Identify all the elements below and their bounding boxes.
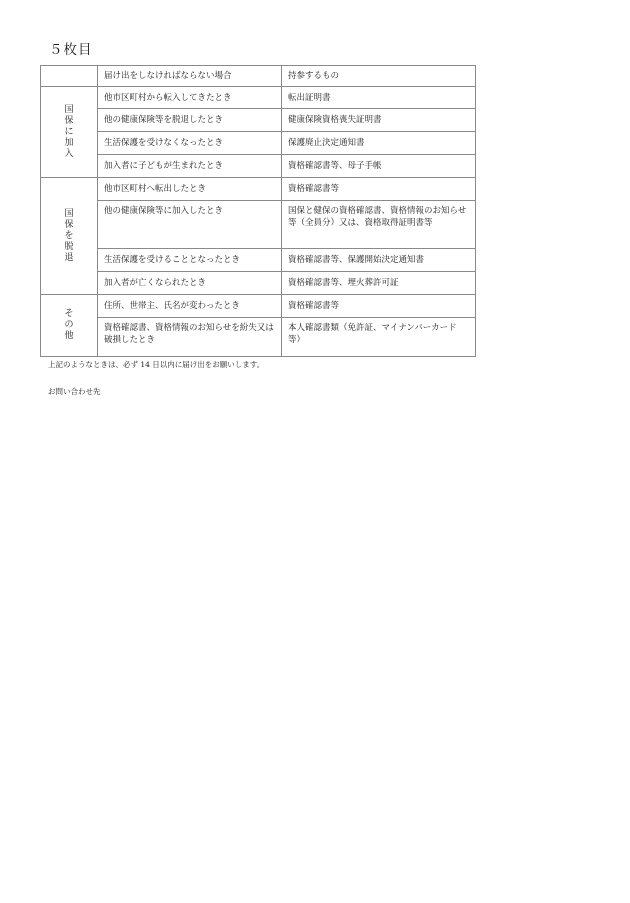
header-case-label: 届け出をしなければならない場合 — [104, 71, 232, 81]
bring-cell — [282, 249, 476, 272]
deadline-note: 上記のようなときは、必ず 14 日以内に届け出をお願いします。 — [48, 360, 265, 369]
case-text: 加入者が亡くなられたとき — [104, 278, 207, 288]
case-text: 他市区町村へ転出したとき — [104, 184, 207, 194]
case-text: 他の健康保険等に加入したとき — [104, 206, 224, 216]
table-row — [41, 201, 476, 249]
header-blank-cell — [41, 66, 98, 87]
bring-text: 資格確認書等、母子手帳 — [288, 161, 382, 171]
notification-table — [40, 65, 476, 357]
case-text: 資格確認書、資格情報のお知らせを紛失又は破損したとき — [104, 323, 274, 345]
table-row — [41, 318, 476, 357]
bring-cell — [282, 272, 476, 295]
bring-cell — [282, 318, 476, 357]
bring-text: 資格確認書等、埋火葬許可証 — [288, 278, 399, 288]
bring-cell — [282, 295, 476, 318]
table-row — [41, 87, 476, 109]
bring-cell — [282, 109, 476, 132]
bring-text: 保護廃止決定通知書 — [288, 138, 365, 148]
case-cell — [98, 295, 282, 318]
contact-label: お問い合わせ先 — [48, 387, 101, 396]
bring-text: 資格確認書等 — [288, 184, 340, 194]
table-row — [41, 155, 476, 178]
case-cell — [98, 155, 282, 178]
table-row — [41, 295, 476, 318]
case-cell — [98, 318, 282, 357]
case-text: 他市区町村から転入してきたとき — [104, 92, 232, 103]
bring-cell — [282, 87, 476, 109]
header-case-cell — [98, 66, 282, 87]
table-row — [41, 109, 476, 132]
case-cell — [98, 201, 282, 249]
group-label-leave: 国保を脱退 — [64, 208, 74, 263]
bring-cell — [282, 132, 476, 155]
case-text: 生活保護を受けなくなったとき — [104, 138, 224, 148]
case-cell — [98, 272, 282, 295]
case-text: 他の健康保険等を脱退したとき — [104, 115, 224, 125]
bring-text: 資格確認書等 — [288, 301, 340, 311]
case-cell — [98, 178, 282, 201]
case-cell — [98, 87, 282, 109]
table-row — [41, 249, 476, 272]
header-bring-label: 持参するもの — [288, 71, 340, 81]
group-cell-other — [41, 295, 98, 357]
bring-text: 転出証明書 — [288, 92, 331, 103]
bring-text: 本人確認書類（免許証、マイナンバーカード等） — [288, 323, 457, 345]
header-bring-cell — [282, 66, 476, 87]
case-cell — [98, 109, 282, 132]
table-header-row — [41, 66, 476, 87]
group-label-other: その他 — [64, 309, 74, 341]
bring-cell — [282, 178, 476, 201]
case-text: 加入者に子どもが生まれたとき — [104, 161, 224, 171]
case-text: 生活保護を受けることとなったとき — [104, 255, 241, 265]
case-text: 住所、世帯主、氏名が変わったとき — [104, 301, 240, 311]
bring-text: 国保と健保の資格確認書、資格情報のお知らせ等（全員分）又は、資格取得証明書等 — [288, 206, 467, 228]
case-cell — [98, 249, 282, 272]
group-cell-leave — [41, 178, 98, 295]
page-heading: ５枚目 — [49, 42, 93, 58]
table-row — [41, 178, 476, 201]
bring-text: 健康保険資格喪失証明書 — [288, 115, 382, 125]
group-label-join: 国保に加入 — [64, 104, 74, 159]
bring-cell — [282, 201, 476, 249]
case-cell — [98, 132, 282, 155]
group-cell-join — [41, 87, 98, 178]
bring-text: 資格確認書等、保護開始決定通知書 — [288, 255, 425, 265]
table-row — [41, 272, 476, 295]
table-row — [41, 132, 476, 155]
bring-cell — [282, 155, 476, 178]
